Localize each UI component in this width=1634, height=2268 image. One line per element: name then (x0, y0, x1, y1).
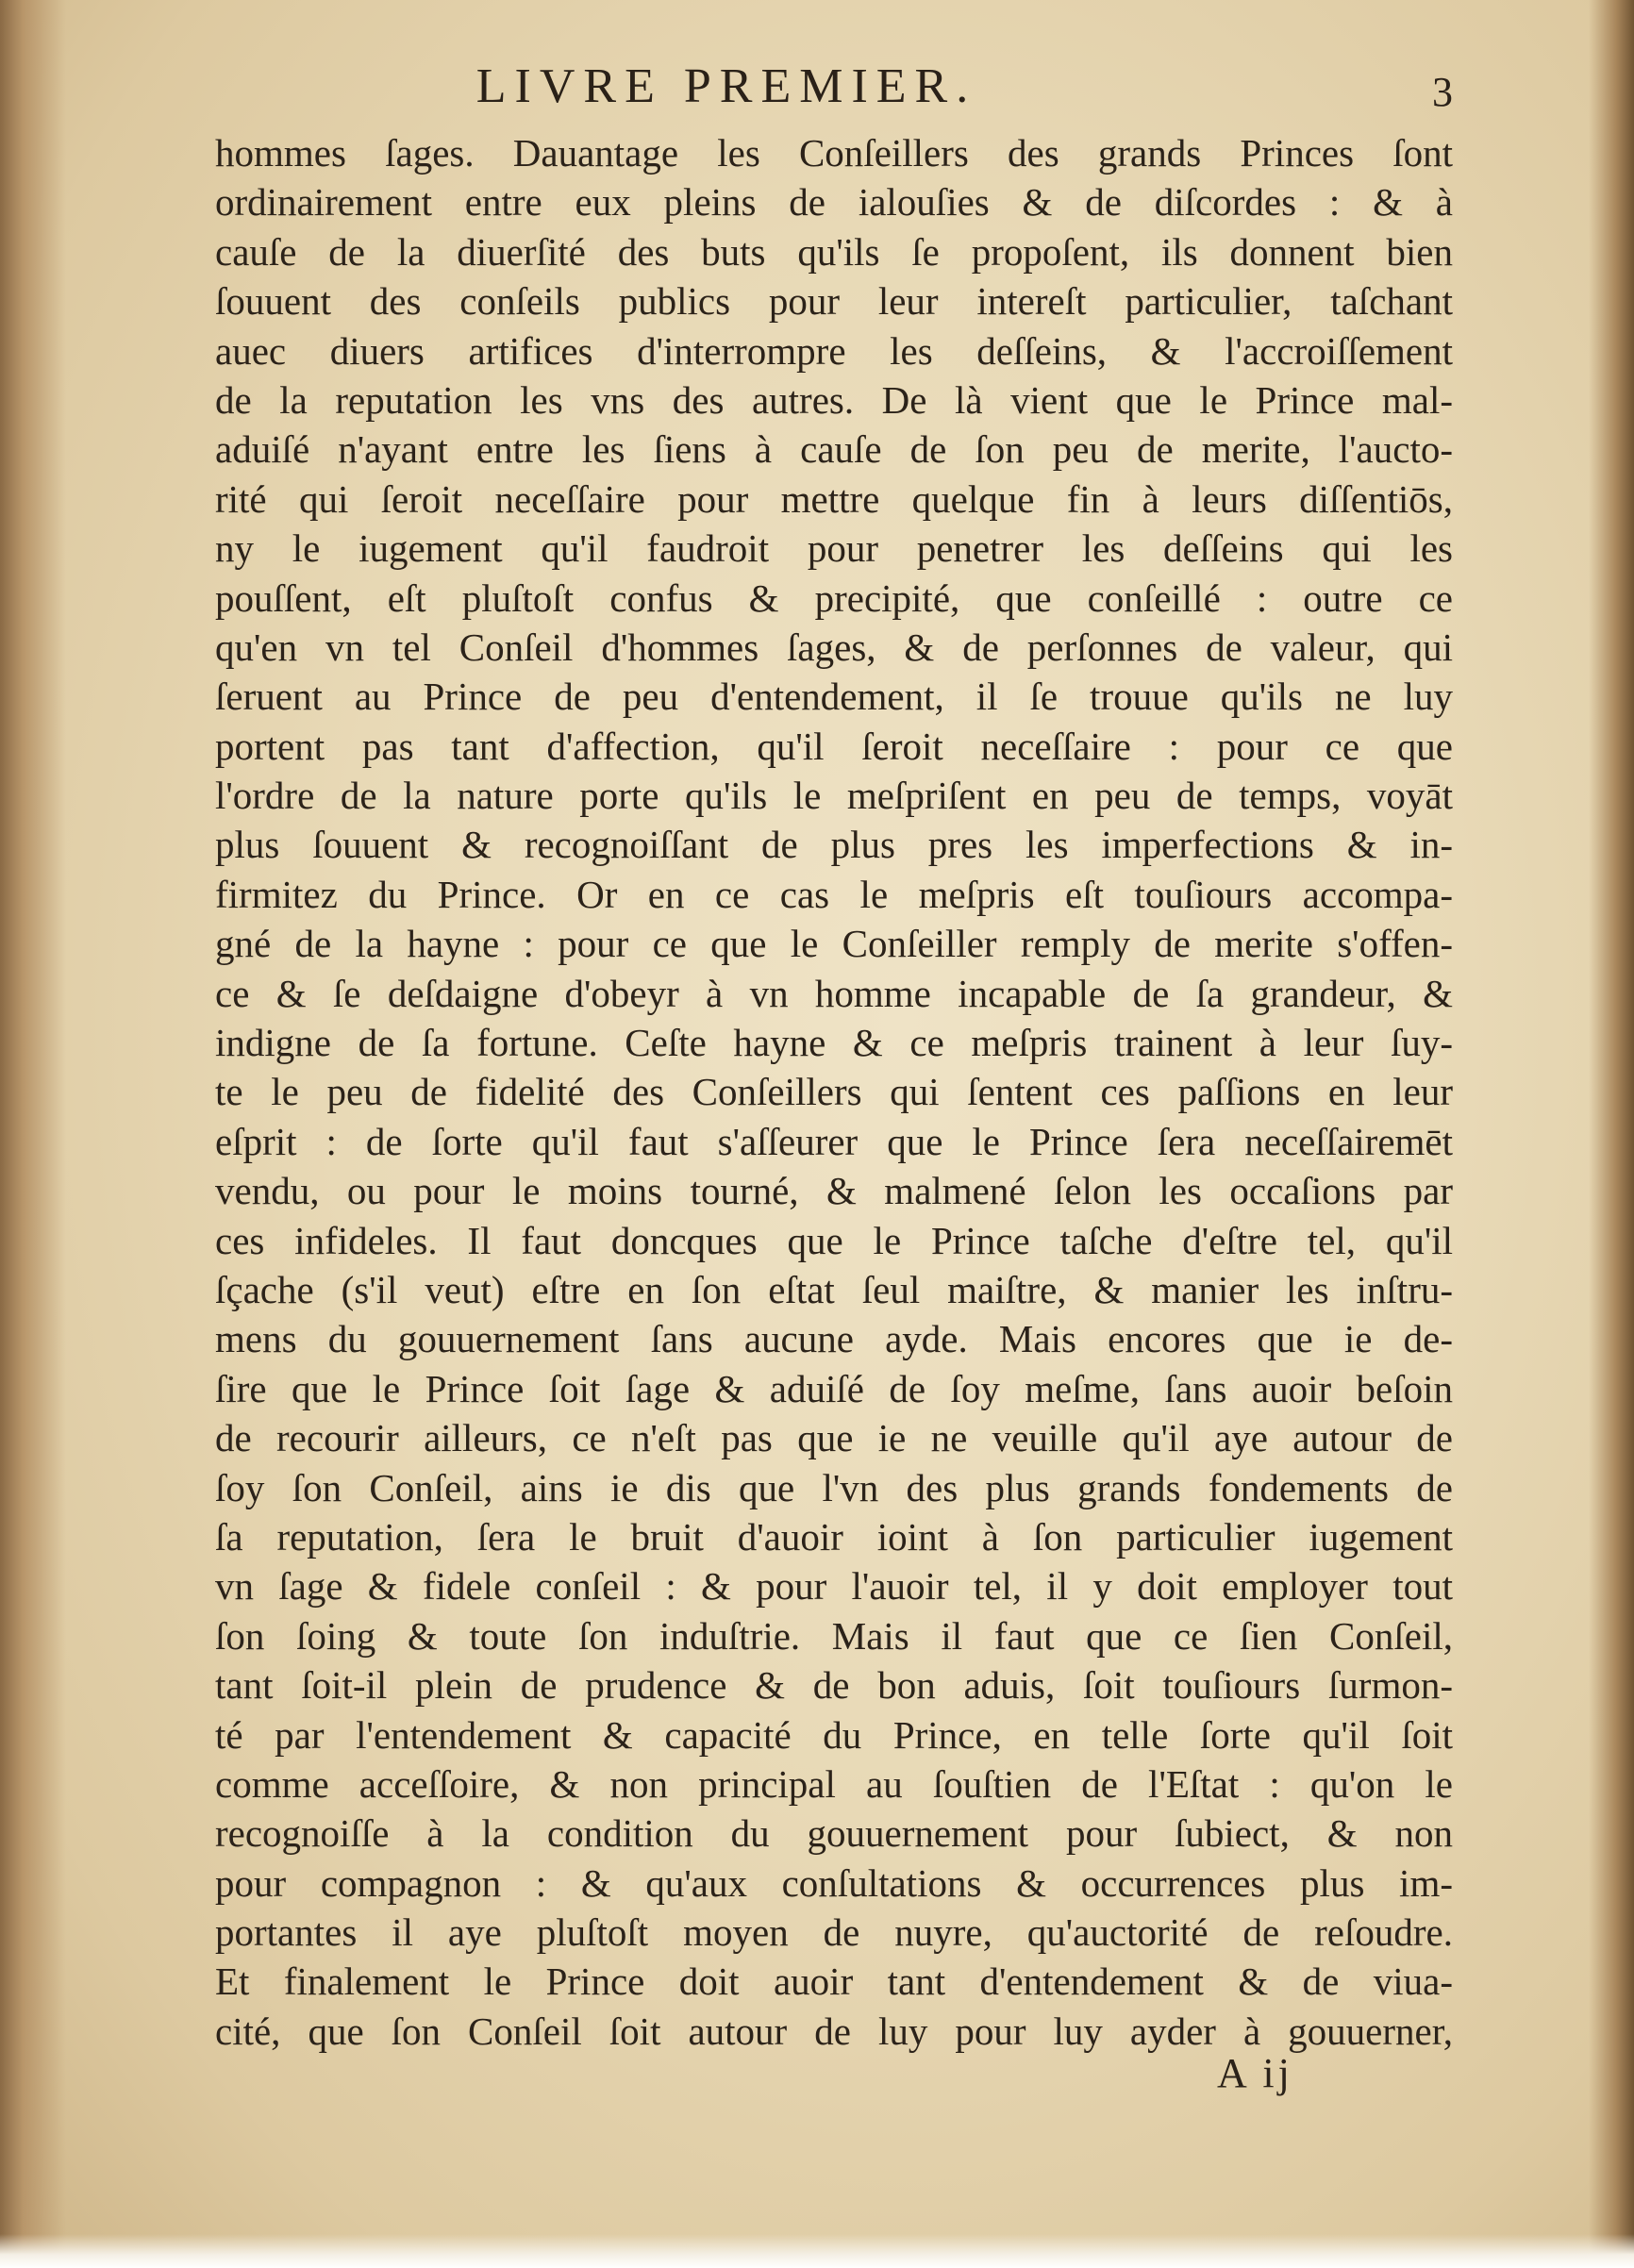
text-line: rité qui ſeroit neceſſaire pour mettre quelque fin à leurs diſſentiōs, (215, 476, 1453, 521)
text-line: indigne de ſa fortune. Ceſte hayne & ce meſpris trainent à leur ſuy- (215, 1021, 1453, 1065)
text-line: portantes il aye pluſtoſt moyen de nuyre, qu'auctorité de reſoudre. (215, 1910, 1453, 1955)
text-line: cité, que ſon Conſeil ſoit autour de luy pour luy ayder à gouuerner, (215, 2009, 1453, 2053)
page-edge-shadow (1589, 0, 1634, 2268)
text-line: pour compagnon : & qu'aux conſultations & occurrences plus im- (215, 1860, 1453, 1905)
signature-mark: A ij (1217, 2050, 1293, 2096)
text-line: gné de la hayne : pour ce que le Conſeiller remply de merite s'offen- (215, 922, 1453, 966)
text-line: te le peu de fidelité des Conſeillers qui ſentent ces paſſions en leur (215, 1070, 1453, 1114)
text-line: ſon ſoing & toute ſon induſtrie. Mais il faut que ce ſien Conſeil, (215, 1613, 1453, 1658)
text-line: ſa reputation, ſera le bruit d'auoir ioint à ſon particulier iugement (215, 1514, 1453, 1559)
text-line: plus ſouuent & recognoiſſant de plus pres les imperfections & in- (215, 823, 1453, 867)
text-line: pouſſent, eſt pluſtoſt confus & precipité, que conſeillé : outre ce (215, 575, 1453, 620)
body-text (215, 128, 1453, 2056)
text-line: auec diuers artifices d'interrompre les deſſeins, & l'accroiſſement (215, 328, 1453, 373)
text-line: de recourir ailleurs, ce n'eſt pas que ie ne veuille qu'il aye autour de (215, 1416, 1453, 1460)
text-line: de la reputation les vns des autres. De là vient que le Prince mal- (215, 377, 1453, 422)
running-head: LIVRE PREMIER. (475, 59, 977, 113)
text-line: ſire que le Prince ſoit ſage & aduiſé de ſoy meſme, ſans auoir beſoin (215, 1366, 1453, 1410)
text-line: Et finalement le Prince doit auoir tant d'entendement & de viua- (215, 1959, 1453, 2004)
text-line: cauſe de la diuerſité des buts qu'ils ſe propoſent, ils donnent bien (215, 229, 1453, 274)
text-line: ces infideles. Il faut doncques que le Prince taſche d'eſtre tel, qu'il (215, 1218, 1453, 1262)
text-line: ce & ſe deſdaigne d'obeyr à vn homme incapable de ſa grandeur, & (215, 971, 1453, 1015)
text-line: hommes ſages. Dauantage les Conſeillers des grands Princes ſont (215, 131, 1453, 175)
text-line: aduiſé n'ayant entre les ſiens à cauſe de ſon peu de merite, l'aucto- (215, 427, 1453, 472)
page-header (217, 58, 1453, 125)
page-number: 3 (1432, 69, 1453, 115)
text-line: l'ordre de la nature porte qu'ils le meſpriſent en peu de temps, voyāt (215, 774, 1453, 818)
text-line: ſoy ſon Conſeil, ains ie dis que l'vn des plus grands fondements de (215, 1465, 1453, 1509)
text-line: ſouuent des conſeils publics pour leur intereſt particulier, taſchant (215, 279, 1453, 324)
text-line: ſçache (s'il veut) eſtre en ſon eſtat ſeul maiſtre, & manier les inſtru- (215, 1267, 1453, 1311)
text-line: vendu, ou pour le moins tourné, & malmené ſelon les occaſions par (215, 1169, 1453, 1213)
text-line: portent pas tant d'affection, qu'il ſeroit neceſſaire : pour ce que (215, 724, 1453, 768)
text-line: té par l'entendement & capacité du Prince, en telle ſorte qu'il ſoit (215, 1712, 1453, 1757)
page-bottom-edge (0, 2234, 1634, 2268)
text-line: qu'en vn tel Conſeil d'hommes ſages, & de perſonnes de valeur, qui (215, 625, 1453, 669)
text-line: recognoiſſe à la condition du gouuernement pour ſubiect, & non (215, 1811, 1453, 1856)
text-line: vn ſage & fidele conſeil : & pour l'auoir tel, il y doit employer tout (215, 1564, 1453, 1609)
text-line: eſprit : de ſorte qu'il faut s'aſſeurer que le Prince ſera neceſſairemēt (215, 1119, 1453, 1163)
text-line: mens du gouuernement ſans aucune ayde. Mais encores que ie de- (215, 1317, 1453, 1361)
page-gutter-shadow (0, 0, 66, 2268)
text-line: ſeruent au Prince de peu d'entendement, il ſe trouue qu'ils ne luy (215, 675, 1453, 719)
text-line: firmitez du Prince. Or en ce cas le meſpris eſt touſiours accompa- (215, 872, 1453, 916)
text-line: ordinairement entre eux pleins de ialouſies & de diſcordes : & à (215, 180, 1453, 225)
text-line: ny le iugement qu'il faudroit pour penetrer les deſſeins qui les (215, 526, 1453, 571)
text-line: comme acceſſoire, & non principal au ſouſtien de l'Eſtat : qu'on le (215, 1761, 1453, 1806)
text-line: tant ſoit-il plein de prudence & de bon aduis, ſoit touſiours ſurmon- (215, 1663, 1453, 1708)
